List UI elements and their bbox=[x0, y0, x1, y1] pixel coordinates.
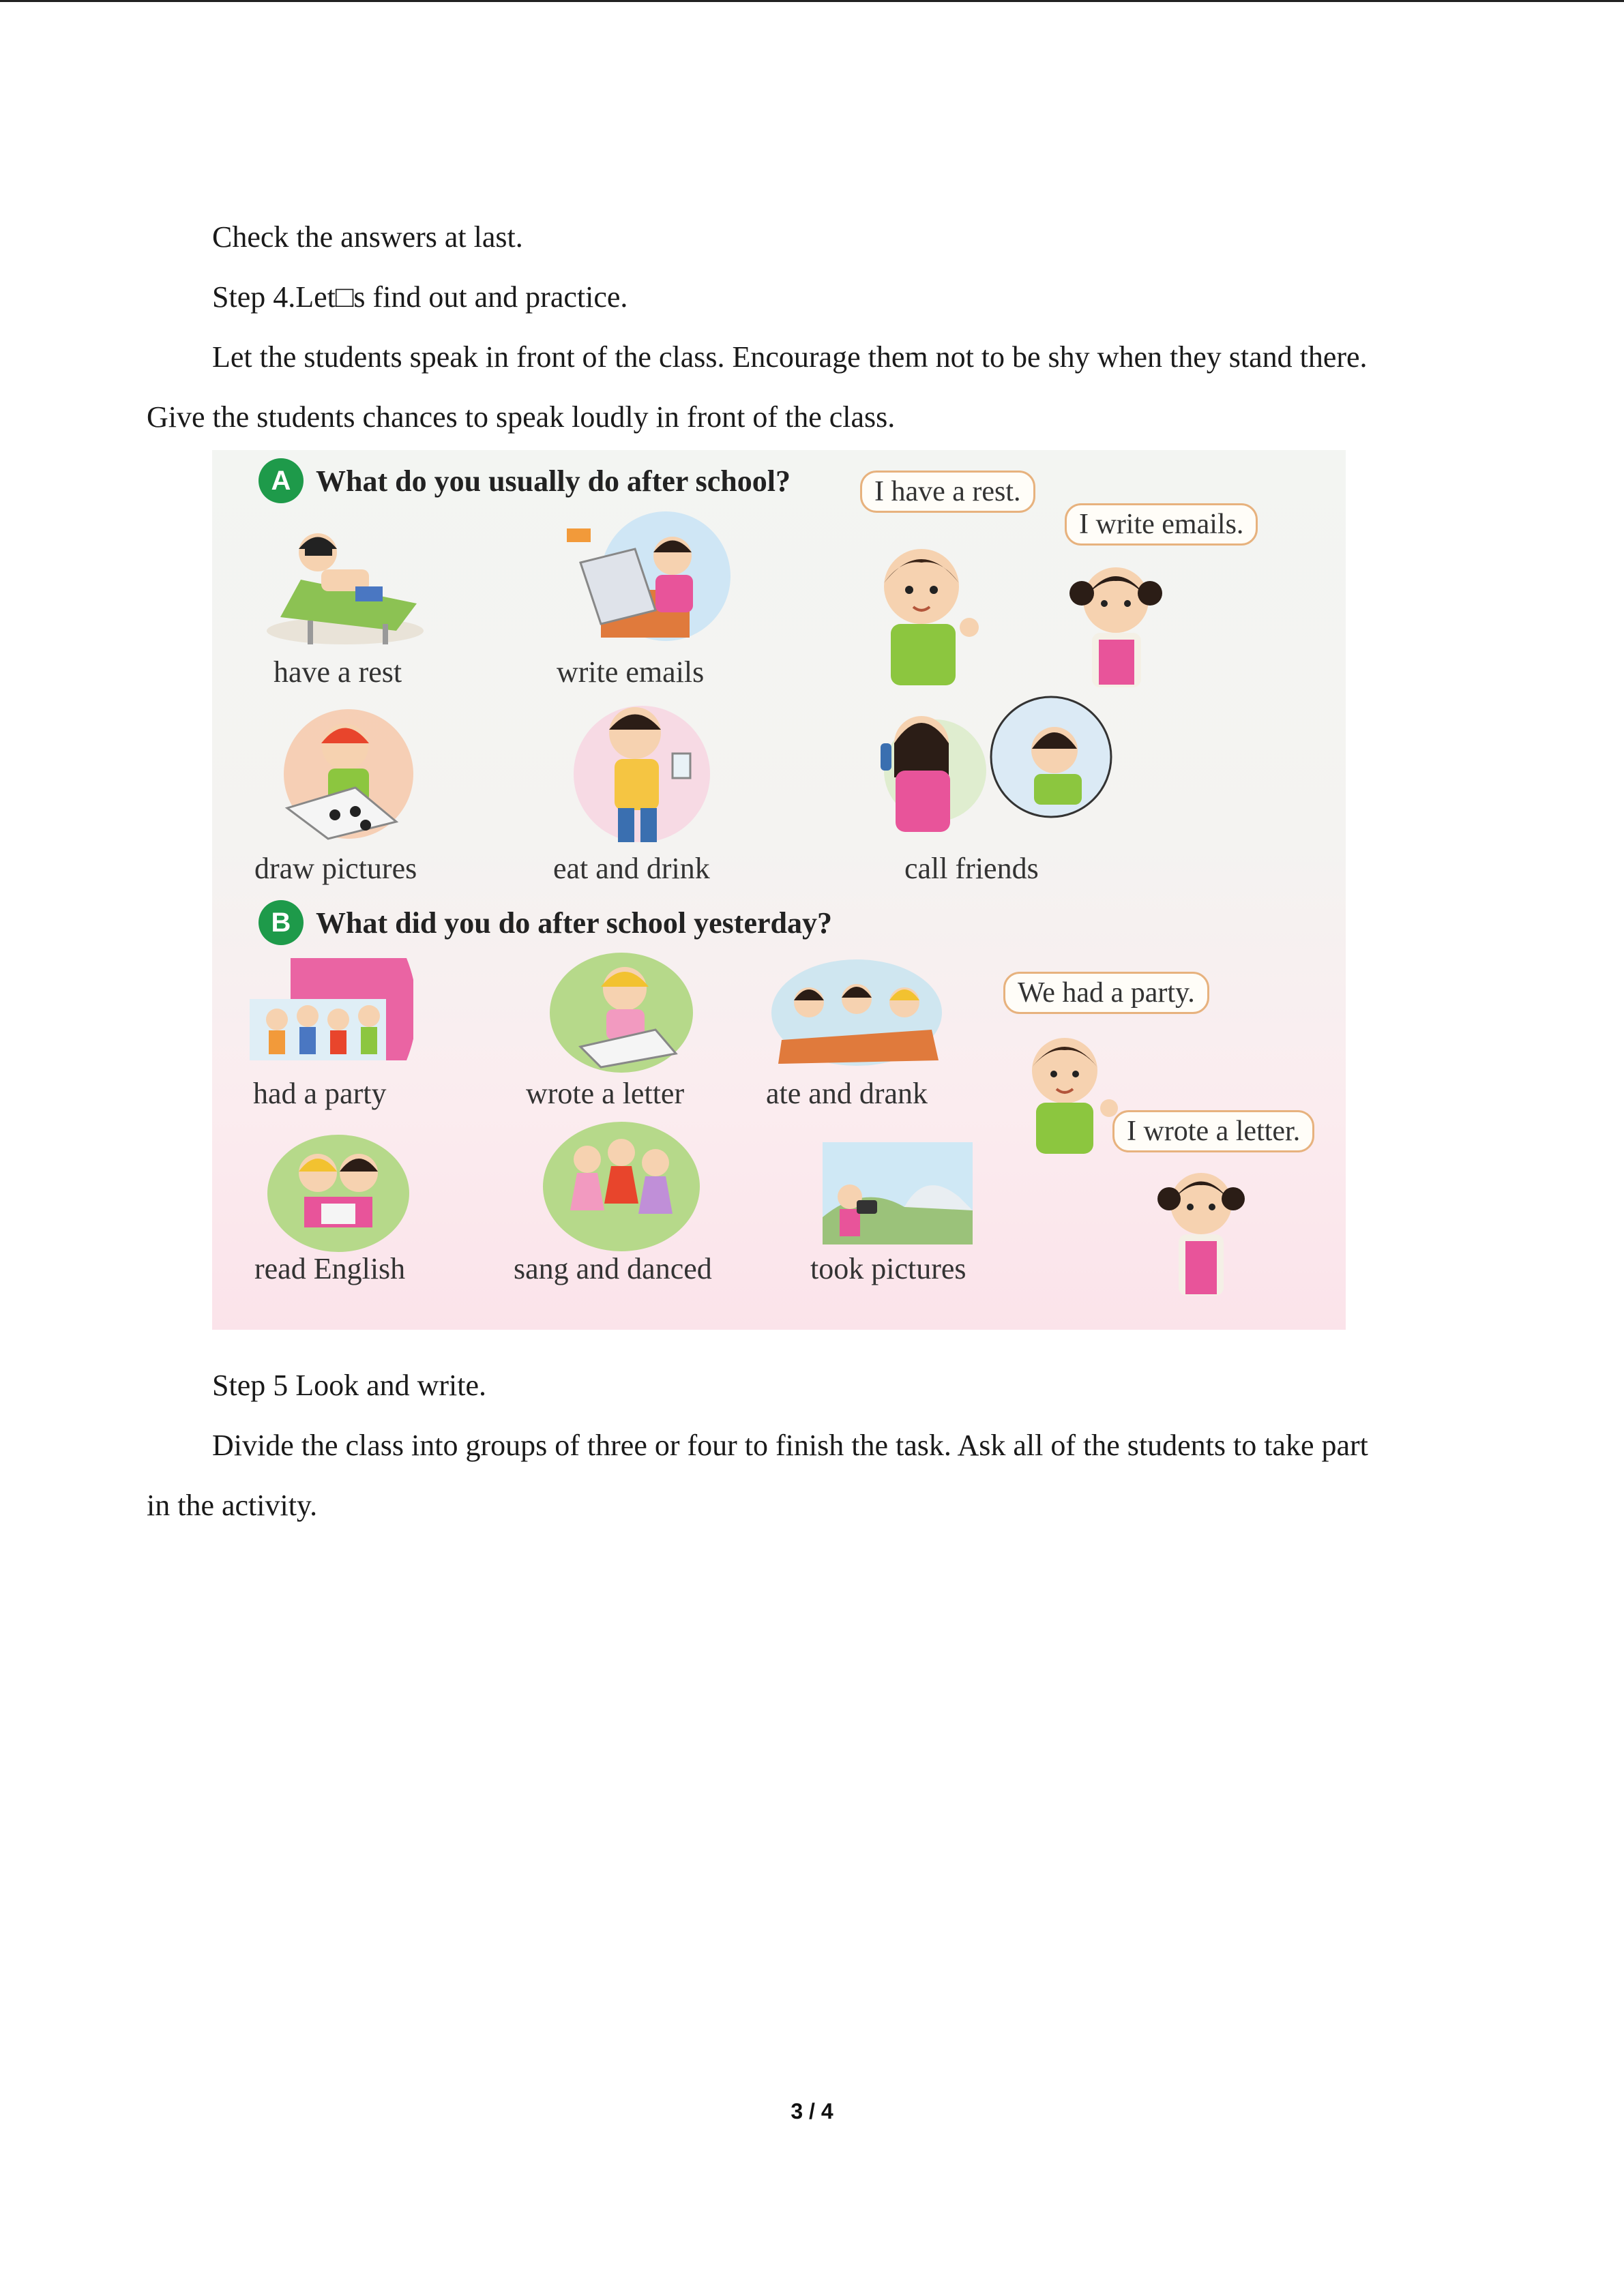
caption-draw-pictures: draw pictures bbox=[254, 852, 417, 885]
boy-speaking-illustration bbox=[867, 532, 990, 689]
caption-eat-and-drink: eat and drink bbox=[553, 852, 710, 885]
page-top-border bbox=[0, 0, 1624, 2]
section-a-heading bbox=[259, 458, 791, 503]
section-a-badge: A bbox=[259, 458, 304, 503]
girl-speaking-letter-illustration bbox=[1143, 1159, 1259, 1302]
caption-had-a-party: had a party bbox=[253, 1077, 387, 1110]
have-a-rest-illustration bbox=[260, 515, 430, 651]
write-emails-illustration bbox=[553, 508, 730, 651]
section-b-question: What did you do after school yesterday? bbox=[316, 906, 832, 940]
caption-call-friends: call friends bbox=[904, 852, 1039, 885]
caption-ate-and-drank: ate and drank bbox=[766, 1077, 928, 1110]
wrote-a-letter-illustration bbox=[546, 951, 696, 1074]
section-a-question: What do you usually do after school? bbox=[316, 464, 791, 498]
caption-read-english: read English bbox=[254, 1252, 406, 1285]
sang-and-danced-illustration bbox=[540, 1118, 703, 1255]
caption-sang-and-danced: sang and danced bbox=[514, 1252, 712, 1285]
bubble-i-write-emails: I write emails. bbox=[1065, 503, 1258, 546]
paragraph-speak-line-2: Give the students chances to speak loudly in front of the class. bbox=[147, 400, 896, 434]
draw-pictures-illustration bbox=[260, 706, 424, 842]
paragraph-step-5: Step 5 Look and write. bbox=[212, 1369, 487, 1402]
read-english-illustration bbox=[263, 1132, 413, 1255]
bubble-we-had-a-party: We had a party. bbox=[1003, 972, 1209, 1014]
girl-speaking-illustration bbox=[1058, 552, 1174, 689]
eat-and-drink-illustration bbox=[560, 699, 724, 846]
section-b-badge: B bbox=[259, 900, 304, 945]
caption-write-emails: write emails bbox=[557, 655, 705, 689]
paragraph-speak-line-1: Let the students speak in front of the class. Encourage them not to be shy when they stand there. bbox=[212, 340, 1368, 374]
bubble-i-wrote-a-letter: I wrote a letter. bbox=[1112, 1110, 1314, 1152]
section-b-heading bbox=[259, 900, 832, 945]
paragraph-divide-line-1: Divide the class into groups of three or four to finish the task. Ask all of the students to take part bbox=[212, 1429, 1368, 1462]
call-friends-illustration bbox=[853, 696, 1112, 852]
caption-took-pictures: took pictures bbox=[810, 1252, 966, 1285]
paragraph-check-answers: Check the answers at last. bbox=[212, 220, 523, 254]
ate-and-drank-illustration bbox=[768, 958, 945, 1067]
had-a-party-illustration bbox=[250, 958, 413, 1067]
caption-have-a-rest: have a rest bbox=[274, 655, 402, 689]
textbook-illustration bbox=[212, 450, 1346, 1330]
paragraph-step-4: Step 4.Let□s find out and practice. bbox=[212, 280, 628, 314]
page-number: 3 / 4 bbox=[791, 2099, 833, 2123]
bubble-i-have-a-rest: I have a rest. bbox=[860, 471, 1035, 513]
paragraph-divide-line-2: in the activity. bbox=[147, 1489, 318, 1522]
took-pictures-illustration bbox=[823, 1142, 973, 1244]
caption-wrote-a-letter: wrote a letter bbox=[526, 1077, 685, 1110]
